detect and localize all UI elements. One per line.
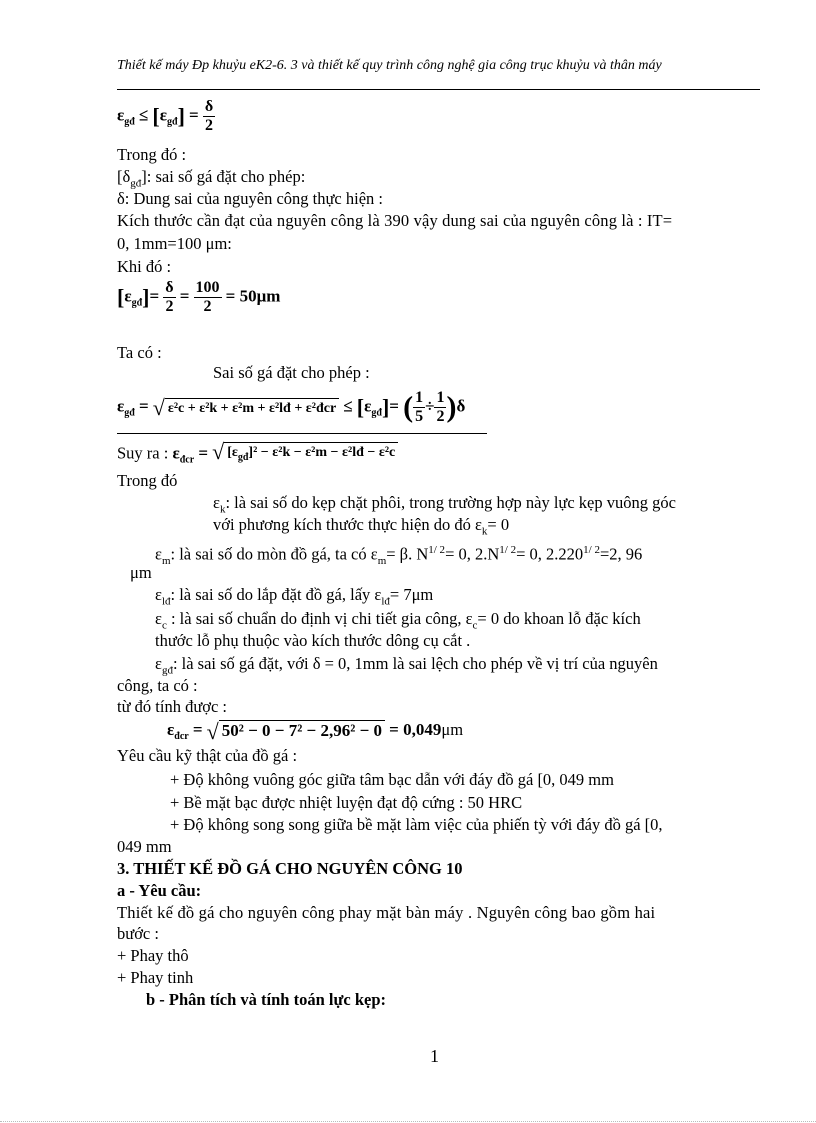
eq4-lhs: ε bbox=[172, 443, 180, 463]
running-header: Thiết kế máy Đp khuỷu eK2-6. 3 và thiết kế quy trình công nghệ gia công trục khuỷu và thân máy bbox=[117, 58, 662, 73]
eq1-lhs: ε bbox=[117, 105, 125, 125]
ec-line-1: $\varepsilon_c$ : là sai số chuẩn do định vị chi tiết gia công, $\varepsilon_c= 0$ do khoan lỗ đặc kích bbox=[155, 609, 641, 632]
equation-divider bbox=[117, 433, 487, 434]
thiet-ke-line-2: bước : bbox=[117, 924, 159, 943]
eq5-result: = 0,049 bbox=[389, 720, 442, 739]
em-text-tail2: = 0, 2.220 bbox=[516, 544, 584, 564]
eq5-lhs: ε bbox=[167, 720, 175, 739]
eq3-radicand: ε²c + ε²k + ε²m + ε²lđ + ε²đcr bbox=[165, 398, 339, 419]
eq4-lhs-sub: đcr bbox=[179, 454, 195, 466]
yeu-cau-3: + Độ không song song giữa bề mặt làm việc của phiến tỳ với đáy đồ gá [0, bbox=[170, 815, 663, 834]
em-text-1: : là sai số do mòn đồ gá, ta có ε bbox=[170, 544, 378, 564]
eq1-bracket-sub: gđ bbox=[167, 116, 178, 128]
em-line-2: μm bbox=[130, 563, 152, 582]
delta-sub: gđ bbox=[130, 177, 142, 190]
equation-1: $\varepsilon_{gđ} \le [\varepsilon_{gđ}]$ = $\frac{\delta}{2}$ bbox=[117, 98, 214, 134]
eq1-bracket-sym: ε bbox=[159, 105, 168, 125]
eq2-frac-2 bbox=[194, 279, 222, 316]
eq2-den2: 2 bbox=[203, 298, 212, 315]
eq5-radicand: 50² − 0 − 7² − 2,96² − 0 bbox=[219, 720, 385, 741]
trong-do-2: Trong đó bbox=[117, 471, 178, 490]
em-line-1: $\varepsilon_m$: là sai số do mòn đồ gá, ta có $\varepsilon_m= \beta$. $N^{1/ 2}= 0$, $2.N^{1/ 2}= 0$, $2.220^{1/ 2}=2$, 96 bbox=[155, 544, 643, 567]
eq5-unit: μm bbox=[441, 720, 464, 739]
ek-text-2: với phương kích thước thực hiện do đó ε bbox=[213, 515, 482, 534]
eq4-radicand-b: ]² − ε²k − ε²m − ε²lđ − ε²c bbox=[248, 445, 396, 460]
eld-text-end: = 7μm bbox=[389, 585, 434, 604]
eq5-lhs-sub: đcr bbox=[174, 731, 189, 742]
eq3-f2d: 2 bbox=[436, 408, 445, 425]
eq3-lhs: ε bbox=[117, 396, 125, 416]
egd-line-2: công, ta có : bbox=[117, 676, 198, 695]
section-heading: 3. THIẾT KẾ ĐỒ GÁ CHO NGUYÊN CÔNG 10 bbox=[117, 859, 463, 878]
eq2-frac-1 bbox=[163, 279, 175, 316]
delta-gd-text: ]: sai số gá đặt cho phép: bbox=[141, 167, 306, 186]
eq4-radicand-a: [ε bbox=[227, 445, 238, 460]
subheading-a: a - Yêu cầu: bbox=[117, 881, 202, 900]
ek-text-2-end: = 0 bbox=[487, 515, 510, 534]
ek-line-1: $\varepsilon_k$: là sai số do kẹp chặt phôi, trong trường hợp này lực kẹp vuông góc bbox=[213, 493, 676, 516]
trong-do-1: Trong đó : bbox=[117, 145, 187, 164]
em-text-tail3: =2, 96 bbox=[599, 544, 643, 564]
eq1-fraction bbox=[203, 98, 215, 135]
eld-text: : là sai số do lắp đặt đồ gá, lấy ε bbox=[170, 585, 382, 604]
phay-tinh: + Phay tinh bbox=[117, 968, 194, 987]
em-text-mid: = β. N bbox=[386, 544, 429, 564]
eq2-den1: 2 bbox=[165, 298, 174, 315]
yeu-cau: Yêu cầu kỹ thật của đồ gá : bbox=[117, 746, 298, 765]
ta-co: Ta có : bbox=[117, 343, 162, 362]
ec-line-2: thước lỗ phụ thuộc vào kích thước dông cụ cắt . bbox=[155, 631, 471, 650]
kich-thuoc-line-2: 0, 1mm=100 μm: bbox=[117, 234, 232, 253]
tu-do: từ đó tính được : bbox=[117, 697, 228, 716]
yeu-cau-1: + Độ không vuông góc giữa tâm bạc dẫn với đáy đồ gá [0, 049 mm bbox=[170, 770, 614, 789]
egd-text-1: : là sai số gá đặt, với δ = 0, 1mm là sai lệch cho phép về vị trí của nguyên bbox=[172, 654, 658, 673]
eq3-tail: δ bbox=[456, 396, 466, 416]
eq3-f1n: 1 bbox=[415, 389, 424, 406]
header-divider bbox=[117, 89, 760, 90]
delta-open: [δ bbox=[117, 167, 131, 186]
ek-text-1: : là sai số do kẹp chặt phôi, trong trường hợp này lực kẹp vuông góc bbox=[225, 493, 676, 512]
ek-line-2: với phương kích thước thực hiện do đó $\varepsilon_k= 0$ bbox=[213, 515, 510, 538]
eq1-eq: = bbox=[189, 105, 199, 125]
eq3-lhs-sub: gđ bbox=[124, 407, 135, 419]
eq1-num: δ bbox=[204, 98, 214, 115]
eq2-result: = 50μm bbox=[225, 286, 281, 306]
phay-tho: + Phay thô bbox=[117, 946, 189, 965]
equation-4: Suy ra : $\varepsilon_{đcr}$ = √ $[\varepsilon_{gđ}]^2 - \varepsilon^2k - \varepsilon^2m$ − ε²lđ − ε²c bbox=[117, 441, 398, 470]
eq2-num2: 100 bbox=[195, 279, 220, 296]
thiet-ke-line-1: Thiết kế đồ gá cho nguyên công phay mặt bàn máy . Nguyên công bao gồm hai bbox=[117, 903, 656, 922]
eq2-num1: δ bbox=[165, 279, 174, 296]
suy-ra: Suy ra : bbox=[117, 443, 169, 463]
equation-3: $\varepsilon_{gđ}$ = √ ε²c + ε²k + ε²m + ε²lđ + ε²đcr ≤ $[\varepsilon_{gđ}]=$ ( $\frac{1}{5}$ ÷ $\frac{1}{2}$ )δ bbox=[117, 389, 466, 425]
ec-text-1-end: = 0 do khoan lỗ đặc kích bbox=[477, 609, 641, 628]
eq3-f2n: 1 bbox=[436, 389, 445, 406]
subheading-b: b - Phân tích và tính toán lực kẹp: bbox=[146, 990, 387, 1009]
equation-5: $\varepsilon_{đcr}$ = √ 50² − 0 − 7² − 2,96² − 0 = 0,049μm bbox=[167, 719, 464, 745]
eq3-f1d: 5 bbox=[415, 408, 424, 425]
yeu-cau-2: + Bề mặt bạc được nhiệt luyện đạt độ cứng : 50 HRC bbox=[170, 793, 523, 812]
eq1-rel: ≤ bbox=[138, 105, 149, 125]
sai-so-cho-phep: Sai số gá đặt cho phép : bbox=[213, 363, 370, 382]
page-number: 1 bbox=[430, 1046, 439, 1066]
page-bottom-border bbox=[0, 1121, 816, 1122]
eq3-rel: ≤ bbox=[343, 396, 353, 416]
ec-text-1: : là sai số chuẩn do định vị chi tiết gia công, ε bbox=[166, 609, 473, 628]
kich-thuoc-line-1: Kích thước cần đạt của nguyên công là 390 vậy dung sai của nguyên công là : IT= bbox=[117, 211, 673, 230]
em-text-tail: = 0, 2.N bbox=[445, 544, 500, 564]
egd-line-1: $\varepsilon_{gđ}$: là sai số gá đặt, với δ = 0, 1mm là sai lệch cho phép về vị trí của nguyên bbox=[155, 654, 658, 677]
equation-2: $[\varepsilon_{gđ}]=$ $\frac{\delta}{2}$ = $\frac{100}{2}$ = 50μm bbox=[117, 279, 281, 315]
eq1-lhs-sub: gđ bbox=[124, 116, 135, 128]
eq1-den: 2 bbox=[205, 117, 213, 134]
khi-do: Khi đó : bbox=[117, 257, 172, 276]
delta-line: δ: Dung sai của nguyên công thực hiện : bbox=[117, 189, 383, 208]
eq3-div: ÷ bbox=[425, 396, 435, 416]
yeu-cau-3b: 049 mm bbox=[117, 837, 172, 856]
eld-line: $\varepsilon_{lđ}$: là sai số do lắp đặt đồ gá, lấy $\varepsilon_{lđ}= 7\mu m$ bbox=[155, 585, 434, 608]
